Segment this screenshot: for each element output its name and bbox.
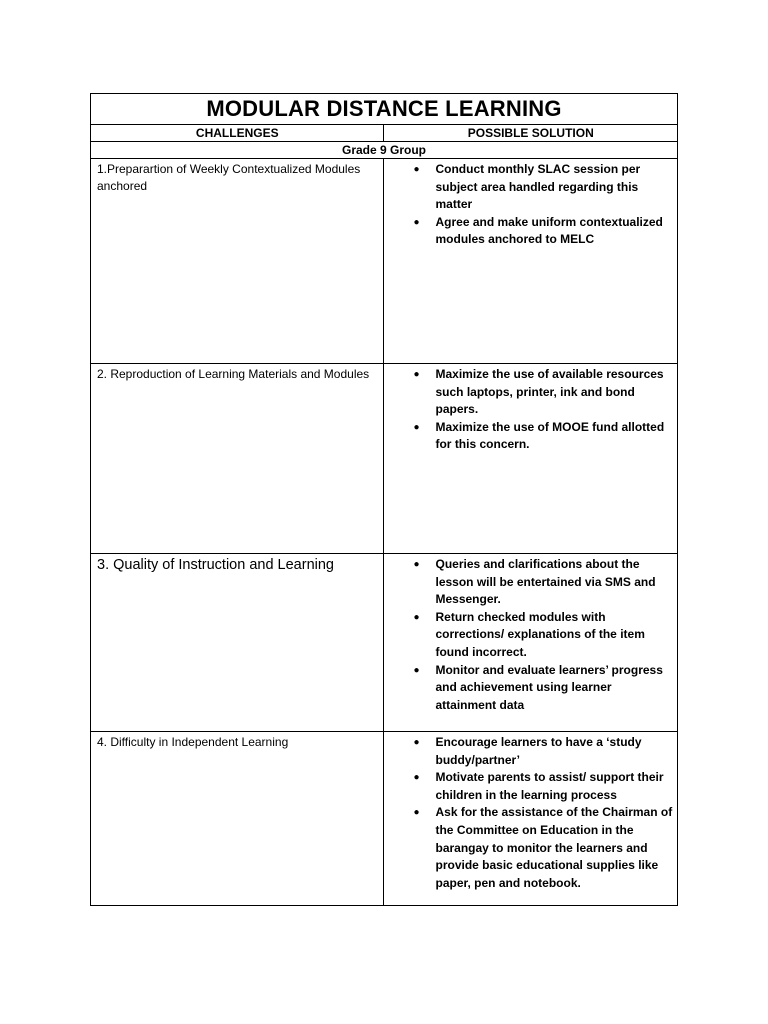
document-title: MODULAR DISTANCE LEARNING (91, 94, 678, 125)
bullet-icon: ● (413, 664, 420, 676)
table-row (91, 554, 678, 732)
solution-item: ● Agree and make uniform contextualized modules anchored to MELC (413, 214, 663, 247)
challenges-header: CHALLENGES (91, 125, 384, 142)
group-label: Grade 9 Group (91, 142, 678, 159)
bullet-icon: ● (413, 216, 420, 228)
solution-item: ● Maximize the use of available resources such laptops, printer, ink and bond papers. (413, 367, 664, 417)
solutions-list (384, 161, 673, 249)
solution-item: ● Maximize the use of MOOE fund allotted for this concern. (413, 419, 665, 452)
solution-item: ● Return checked modules with corrections/ explanations of the item found incorrect. (413, 609, 645, 659)
challenge-cell: 4. Difficulty in Independent Learning (91, 732, 384, 906)
solution-item: ● Queries and clarifications about the lesson will be entertained via SMS and Messenger. (413, 557, 656, 607)
bullet-icon: ● (413, 737, 420, 748)
solutions-cell (384, 732, 678, 906)
solution-item: ● Encourage learners to have a ‘study buddy/partner’ (413, 735, 642, 767)
challenge-cell: 1.Preparartion of Weekly Contextualized Modules anchored (91, 159, 384, 364)
challenge-cell: 3. Quality of Instruction and Learning (91, 554, 384, 732)
challenges-solutions-table (90, 93, 678, 906)
solution-item: ● Monitor and evaluate learners’ progress and achievement using learner attainment data (413, 662, 663, 712)
solution-item: ● Ask for the assistance of the Chairman of the Committee on Education in the barangay to monitor the learners and provide basic educational supplies like paper, pen and notebook. (413, 805, 673, 890)
bullet-icon: ● (413, 164, 420, 175)
solutions-cell (384, 554, 678, 732)
solutions-cell (384, 159, 678, 364)
bullet-icon: ● (413, 421, 420, 433)
table-row (91, 159, 678, 364)
solutions-list (384, 556, 673, 714)
table-row (91, 364, 678, 554)
solutions-cell (384, 364, 678, 554)
bullet-icon: ● (413, 559, 420, 570)
solution-item: ● Motivate parents to assist/ support their children in the learning process (413, 770, 664, 802)
table-row (91, 732, 678, 906)
bullet-icon: ● (413, 807, 420, 819)
bullet-icon: ● (413, 369, 420, 380)
solutions-header: POSSIBLE SOLUTION (384, 125, 678, 142)
bullet-icon: ● (413, 772, 420, 784)
solutions-list (384, 734, 673, 892)
challenge-cell: 2. Reproduction of Learning Materials and Modules (91, 364, 384, 554)
bullet-icon: ● (413, 611, 420, 623)
solution-item: ● Conduct monthly SLAC session per subject area handled regarding this matter (413, 162, 641, 212)
solutions-list (384, 366, 673, 454)
